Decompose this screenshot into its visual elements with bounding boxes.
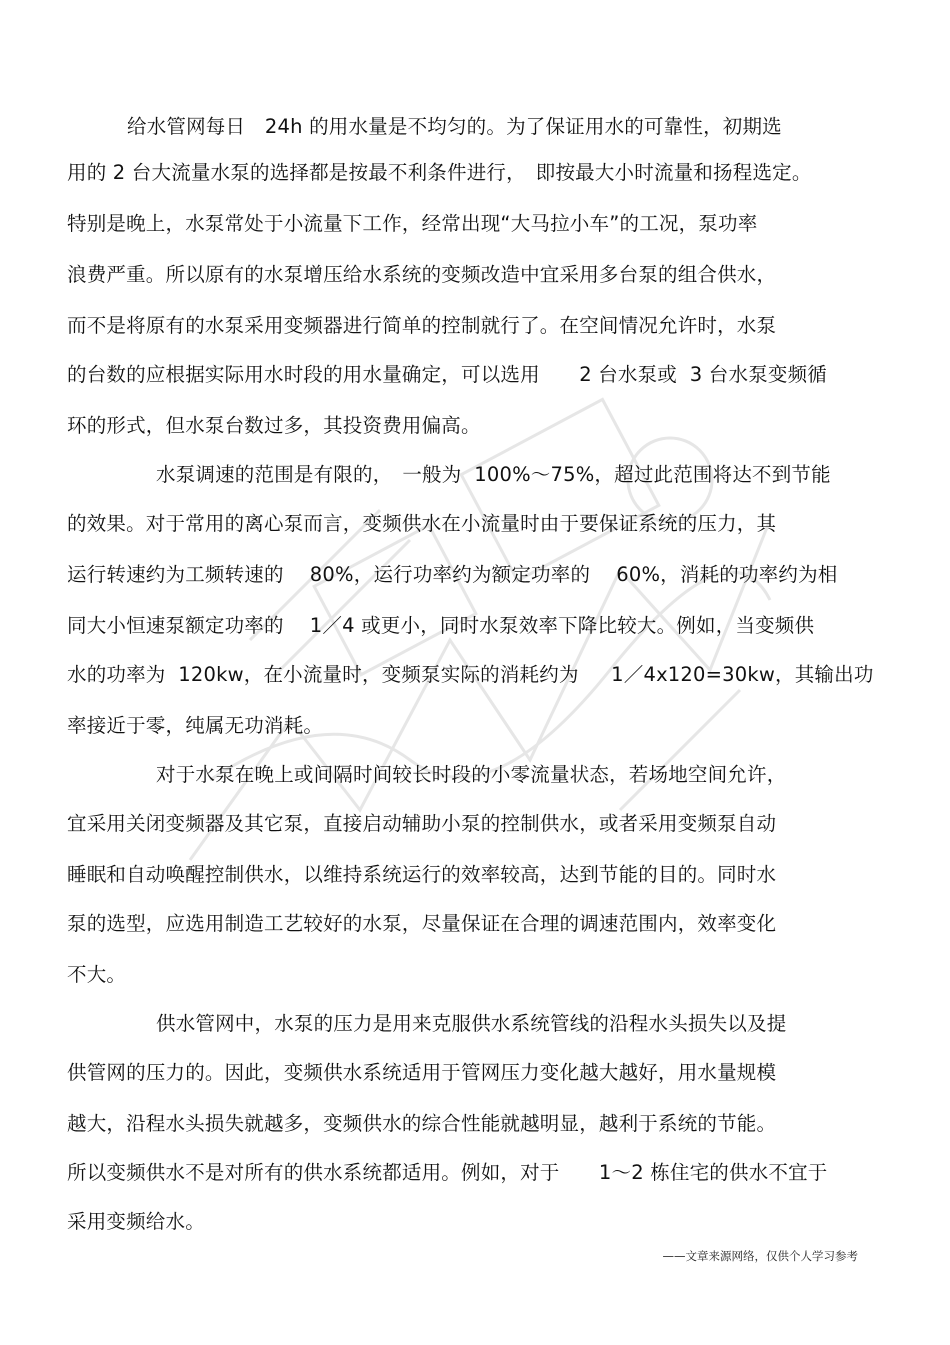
text-line: 给水管网每日 24h 的用水量是不均匀的。为了保证用水的可靠性，初期选 <box>127 115 782 138</box>
text-line: 所以变频供水不是对所有的供水系统都适用。例如，对于 1～2 栋住宅的供水不宜于 <box>67 1161 828 1184</box>
text-line: 宜采用关闭变频器及其它泵，直接启动辅助小泵的控制供水，或者采用变频泵自动 <box>67 812 777 835</box>
text-line: 同大小恒速泵额定功率的 1／4 或更小，同时水泵效率下降比较大。例如，当变频供 <box>67 614 815 637</box>
text-line: 率接近于零，纯属无功消耗。 <box>67 714 324 737</box>
text-line: 浪费严重。所以原有的水泵增压给水系统的变频改造中宜采用多台泵的组合供水， <box>67 263 777 286</box>
text-line: 供管网的压力的。因此，变频供水系统适用于管网压力变化越大越好，用水量规模 <box>67 1061 777 1084</box>
text-line: 而不是将原有的水泵采用变频器进行简单的控制就行了。在空间情况允许时，水泵 <box>67 314 777 337</box>
text-line: 特别是晚上，水泵常处于小流量下工作，经常出现“大马拉小车”的工况，泵功率 <box>67 212 758 235</box>
text-line: 越大，沿程水头损失就越多，变频供水的综合性能就越明显，越利于系统的节能。 <box>67 1112 777 1135</box>
text-line: 泵的选型，应选用制造工艺较好的水泵，尽量保证在合理的调速范围内，效率变化 <box>67 912 777 935</box>
text-line: 的台数的应根据实际用水时段的用水量确定，可以选用 2 台水泵或 3 台水泵变频循 <box>67 363 828 386</box>
text-line: 运行转速约为工频转速的 80%，运行功率约为额定功率的 60%，消耗的功率约为相 <box>67 563 838 586</box>
text-line: 对于水泵在晚上或间隔时间较长时段的小零流量状态，若场地空间允许， <box>156 763 787 786</box>
text-line: 用的 2 台大流量水泵的选择都是按最不利条件进行， 即按最大小时流量和扬程选定。 <box>67 161 812 184</box>
text-line: 采用变频给水。 <box>67 1210 205 1233</box>
text-line: 睡眠和自动唤醒控制供水，以维持系统运行的效率较高，达到节能的目的。同时水 <box>67 863 777 886</box>
text-line: 水泵调速的范围是有限的， 一般为 100%～75%，超过此范围将达不到节能 <box>156 463 831 486</box>
text-line: 不大。 <box>67 963 127 986</box>
text-line: 环的形式，但水泵台数过多，其投资费用偏高。 <box>67 414 481 437</box>
text-line: 供水管网中，水泵的压力是用来克服供水系统管线的沿程水头损失以及提 <box>156 1012 787 1035</box>
text-line: 水的功率为 120kw，在小流量时，变频泵实际的消耗约为 1／4x120=30kw，其输出功 <box>67 663 874 686</box>
text-line: 的效果。对于常用的离心泵而言，变频供水在小流量时由于要保证系统的压力，其 <box>67 512 777 535</box>
footer-note: ——文章来源网络，仅供个人学习参考 <box>662 1249 858 1263</box>
